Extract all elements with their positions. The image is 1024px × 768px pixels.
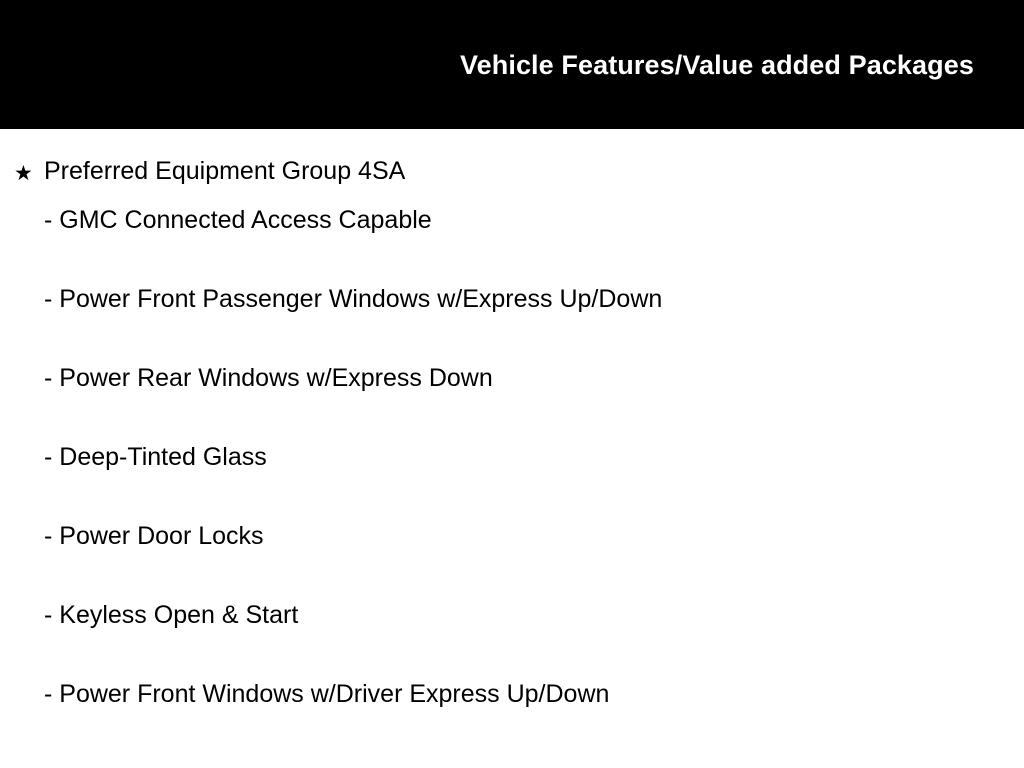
list-item (0, 682, 1024, 761)
list-item-label: - GMC Connected Access Capable (44, 206, 432, 234)
list-item-label: - Power Door Locks (44, 522, 264, 550)
star-bullet-icon: ★ (14, 162, 33, 185)
slide-content (0, 129, 1024, 761)
list-item-label: - Deep-Tinted Glass (44, 443, 267, 471)
list-item-label: Preferred Equipment Group 4SA (44, 157, 406, 185)
page-title: Vehicle Features/Value added Packages (460, 50, 974, 80)
list-item-label: - Power Rear Windows w/Express Down (44, 364, 493, 392)
header-bar (0, 0, 1024, 129)
list-item-label: - Keyless Open & Start (44, 601, 299, 629)
list-item-label: - Power Front Windows w/Driver Express Up/Down (44, 680, 610, 708)
list-item-label: - Power Front Passenger Windows w/Express Up/Down (44, 285, 663, 313)
